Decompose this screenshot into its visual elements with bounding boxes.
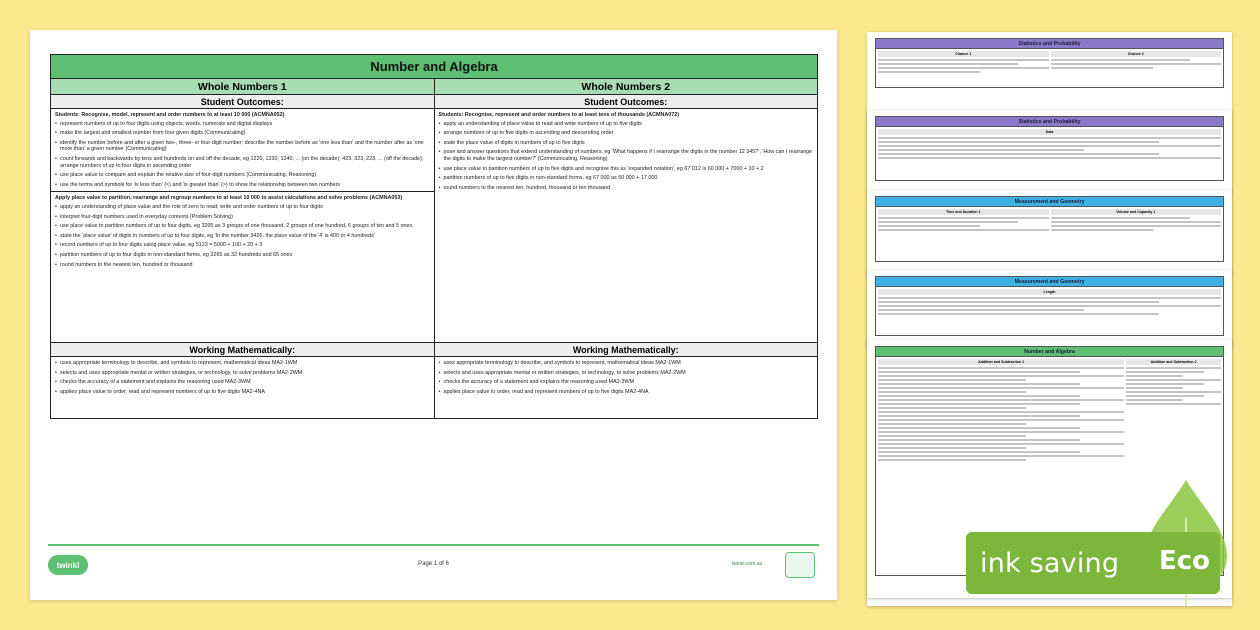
page-number: Page 1 of 6 bbox=[418, 561, 449, 567]
thumbnail-table bbox=[875, 286, 1224, 336]
outcomes-cell-2 bbox=[435, 109, 818, 343]
thumbnail-subheading: Data bbox=[878, 129, 1221, 135]
thumbnail-page-3 bbox=[867, 190, 1232, 274]
content-statement: Students: Recognise, represent and order numbers to at least tens of thousands (ACMNA072) bbox=[438, 112, 680, 118]
list-item: • make the largest and smallest number from four given digits (Communicating) bbox=[55, 130, 430, 137]
thumbnail-subheading: Chance 1 bbox=[878, 51, 1049, 57]
working-math-row bbox=[51, 357, 817, 418]
thumbnail-page-2 bbox=[867, 110, 1232, 192]
outcomes-row bbox=[51, 109, 817, 343]
footer-divider bbox=[48, 544, 819, 546]
list-item: • interpret four-digit numbers used in everyday contexts (Problem Solving) bbox=[55, 214, 430, 221]
list-item: • partition numbers of up to four digits in non-standard forms, eg 3265 as 32 hundreds and 65 ones bbox=[55, 252, 430, 259]
list-item: • represent numbers of up to four digits using objects, words, numerals and digital displays bbox=[55, 121, 430, 128]
list-item: • use place value to partition numbers of up to four digits, eg 3265 as 3 groups of one thousand, 2 groups of one hundred, 6 groups of ten and 5 ones bbox=[55, 223, 430, 230]
thumbnail-page-4 bbox=[867, 270, 1232, 348]
footer-link: twinkl.com.au bbox=[732, 561, 763, 567]
thumbnail-title: Statistics and Probability bbox=[875, 38, 1224, 48]
twinkl-logo: twinkl bbox=[48, 555, 88, 575]
list-item: • use place value to partition numbers of up to five digits and recognise this as 'expanded notation', eg 67 012 is 60 000 + 7000 + 10 + 2 bbox=[439, 166, 814, 173]
thumbnail-title: Number and Algebra bbox=[875, 346, 1224, 356]
working-math-list bbox=[439, 360, 814, 395]
ink-saving-text: ink saving bbox=[980, 547, 1120, 579]
content-statement: Students: Recognise, model, represent and order numbers to at least 10 000 (ACMNA052) bbox=[55, 112, 285, 118]
column-heading-2: Whole Numbers 2 bbox=[435, 79, 818, 95]
list-item: • applies place value to order, read and represent numbers of up to five digits MA2-4NA bbox=[439, 389, 814, 396]
list-item: • use the terms and symbols for 'is less than' (<) and 'is greater than' (>) to show the relationship between two numbers bbox=[55, 182, 430, 189]
list-item: • identify the number before and after a given two-, three- or four-digit number; describe the number before as 'one less than' and the number after as 'one more than' a given number (Communicating) bbox=[55, 140, 430, 153]
thumbnail-title: Measurement and Geometry bbox=[875, 196, 1224, 206]
thumbnail-title: Measurement and Geometry bbox=[875, 276, 1224, 286]
divider bbox=[51, 191, 434, 192]
working-math-heading-row bbox=[51, 343, 817, 357]
student-outcomes-label-2: Student Outcomes: bbox=[435, 95, 818, 109]
eco-banner bbox=[966, 532, 1220, 594]
eco-label: Eco bbox=[1159, 546, 1211, 576]
column-headings-row bbox=[51, 79, 817, 109]
planning-table bbox=[50, 54, 818, 419]
list-item: • use place value to compare and explain the relative size of four-digit numbers (Communicating, Reasoning) bbox=[55, 172, 430, 179]
list-item: • selects and uses appropriate mental or written strategies, or technology, to solve problems MA2-2WM bbox=[439, 370, 814, 377]
footer-badge-icon bbox=[785, 552, 815, 578]
thumbnail-table bbox=[875, 48, 1224, 88]
list-item: • applies place value to order, read and represent numbers of up to five digits MA2-4NA bbox=[55, 389, 430, 396]
thumbnail-subheading: Addition and Subtraction 2 bbox=[1126, 359, 1221, 365]
column-heading-1: Whole Numbers 1 bbox=[51, 79, 434, 95]
list-item: • checks the accuracy of a statement and explains the reasoning used MA2-3WM bbox=[439, 379, 814, 386]
student-outcomes-label-1: Student Outcomes: bbox=[51, 95, 434, 109]
list-item: • apply an understanding of place value to read and write numbers of up to five digits bbox=[439, 121, 814, 128]
thumbnail-table bbox=[875, 206, 1224, 262]
content-statement: Apply place value to partition, rearrange and regroup numbers to at least 10 000 to assist calculations and solve problems (ACMNA053) bbox=[55, 195, 403, 202]
thumbnail-title: Statistics and Probability bbox=[875, 116, 1224, 126]
list-item: • arrange numbers of up to five digits in ascending and descending order bbox=[439, 130, 814, 137]
list-item: • record numbers of up to four digits using place value, eg 5123 = 5000 + 100 + 20 + 3 bbox=[55, 242, 430, 249]
working-math-cell-2 bbox=[435, 357, 818, 418]
list-item: • checks the accuracy of a statement and explains the reasoning used MA2-3WM bbox=[55, 379, 430, 386]
list-item: • apply an understanding of place value and the role of zero to read, write and order numbers of up to four digits bbox=[55, 204, 430, 211]
main-document-page bbox=[30, 30, 837, 600]
thumbnail-subheading: Length bbox=[878, 289, 1221, 295]
thumbnail-table bbox=[875, 126, 1224, 181]
outcome-list bbox=[55, 204, 430, 268]
thumbnail-subheading: Volume and Capacity 1 bbox=[1051, 209, 1222, 215]
list-item: • uses appropriate terminology to describe, and symbols to represent, mathematical ideas MA2-1WM bbox=[55, 360, 430, 367]
working-math-cell-1 bbox=[51, 357, 435, 418]
working-math-label-1: Working Mathematically: bbox=[51, 343, 434, 357]
list-item: • uses appropriate terminology to describe, and symbols to represent, mathematical ideas MA2-1WM bbox=[439, 360, 814, 367]
list-item: • pose and answer questions that extend understanding of numbers, eg 'What happens if I rearrange the digits in the number 12 345?', 'How can I rearrange the digits to make the largest number?' (Communicating, Reasoning) bbox=[439, 149, 814, 162]
list-item: • round numbers to the nearest ten, hundred, thousand or ten thousand bbox=[439, 185, 814, 192]
list-item: • partition numbers of up to five digits in non-standard forms, eg 67 000 as 50 000 + 17 000 bbox=[439, 175, 814, 182]
thumbnail-subheading: Time and Duration 1 bbox=[878, 209, 1049, 215]
working-math-label-2: Working Mathematically: bbox=[435, 343, 818, 357]
list-item: • state the 'place value' of digits in numbers of up to four digits, eg 'In the number 3426, the place value of the '4' is 400 or 4 hundreds' bbox=[55, 233, 430, 240]
outcome-list bbox=[55, 121, 430, 189]
thumbnail-subheading: Chance 2 bbox=[1051, 51, 1222, 57]
outcomes-cell-1 bbox=[51, 109, 435, 343]
working-math-list bbox=[55, 360, 430, 395]
thumbnail-subheading: Addition and Subtraction 1 bbox=[878, 359, 1124, 365]
outcome-list bbox=[439, 121, 814, 192]
list-item: • state the place value of digits in numbers of up to five digits bbox=[439, 140, 814, 147]
table-title: Number and Algebra bbox=[51, 55, 817, 79]
list-item: • round numbers to the nearest ten, hundred or thousand bbox=[55, 262, 430, 269]
list-item: • selects and uses appropriate mental or written strategies, or technology, to solve problems MA2-2WM bbox=[55, 370, 430, 377]
list-item: • count forwards and backwards by tens and hundreds on and off the decade, eg 1220, 1230, 1240, ... (on the decade); 423, 323, 223, ... (off the decade); arrange numbers of up to four digits in ascending order bbox=[55, 156, 430, 169]
